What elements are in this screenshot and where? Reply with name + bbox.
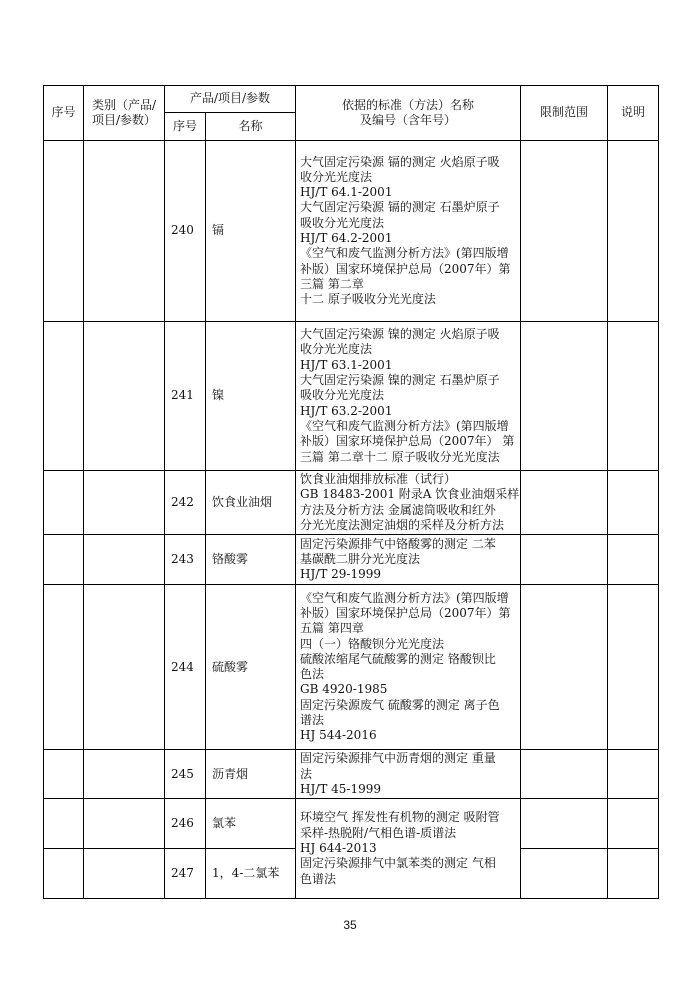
- note-cell: [608, 535, 659, 585]
- note-cell: [608, 849, 659, 899]
- standard-line: 补版）国家环境保护总局（2007年）第: [300, 606, 511, 620]
- note-cell: [608, 799, 659, 849]
- seq-cell: [44, 322, 84, 471]
- note-cell: [608, 322, 659, 471]
- standard-line: HJ/T 63.1-2001: [300, 357, 393, 372]
- header-row-1: [44, 86, 659, 113]
- standard-line: 方法及分析方法 金属滤筒吸收和红外: [300, 502, 496, 517]
- standard-line: HJ/T 29-1999: [300, 567, 381, 582]
- header-category-line: 项目/参数）: [91, 113, 157, 127]
- table-row: [44, 585, 659, 750]
- standard-line: 十二 原子吸收分光光度法: [300, 292, 436, 307]
- category-cell: [84, 471, 165, 535]
- standard-line: 采样-热脱附/气相色谱-质谱法: [300, 825, 457, 840]
- item-number: 243: [165, 535, 206, 585]
- standard-line: 补版）国家环境保护总局（2007年）第: [300, 261, 511, 276]
- table-row: [44, 322, 659, 471]
- item-number: 241: [165, 322, 206, 471]
- item-name: 硫酸雾: [206, 585, 296, 750]
- table-row: [44, 750, 659, 799]
- standard-line: 补版）国家环境保护总局（2007年） 第: [300, 434, 515, 449]
- item-name: 镍: [206, 322, 296, 471]
- header-category-line: 类别（产品/: [91, 97, 157, 112]
- standard-line: 《空气和废气监测分析方法》(第四版增: [300, 590, 509, 605]
- standard-line: HJ/T 64.1-2001: [300, 185, 393, 200]
- standard-line: GB 18483-2001 附录A 饮食业油烟采样: [300, 487, 520, 502]
- limit-cell: [521, 141, 608, 322]
- category-cell: [84, 322, 165, 471]
- limit-cell: [521, 471, 608, 535]
- standard-cell: [296, 471, 521, 535]
- category-cell: [84, 849, 165, 899]
- standard-line: 大气固定污染源 镉的测定 石墨炉原子: [300, 200, 500, 215]
- seq-cell: [44, 141, 84, 322]
- standard-line: HJ/T 63.2-2001: [300, 403, 393, 418]
- standard-line: 《空气和废气监测分析方法》(第四版增: [300, 418, 509, 433]
- note-cell: [608, 585, 659, 750]
- header-standard-line: 依据的标准（方法）名称: [341, 97, 474, 112]
- standard-line: 五篇 第四章: [300, 621, 364, 636]
- standard-line: 《空气和废气监测分析方法》(第四版增: [300, 246, 509, 261]
- item-number: 240: [165, 141, 206, 322]
- standard-line: HJ/T 45-1999: [300, 781, 381, 796]
- standard-line: 大气固定污染源 镍的测定 石墨炉原子: [300, 373, 500, 388]
- limit-cell: [521, 799, 608, 849]
- standard-line: 法: [300, 766, 313, 781]
- item-number: 242: [165, 471, 206, 535]
- seq-cell: [44, 849, 84, 899]
- table-row: [44, 535, 659, 585]
- standard-line: 环境空气 挥发性有机物的测定 吸附管: [300, 810, 500, 825]
- header-category: [84, 86, 165, 141]
- limit-cell: [521, 322, 608, 471]
- standard-cell: [296, 141, 521, 322]
- item-number: 246: [165, 799, 206, 849]
- standard-cell: [296, 322, 521, 471]
- standard-line: 吸收分光光度法: [300, 215, 385, 230]
- limit-cell: [521, 750, 608, 799]
- seq-cell: [44, 535, 84, 585]
- standard-cell: [296, 799, 521, 899]
- standard-line: 分光光度法测定油烟的采样及分析方法: [300, 517, 505, 532]
- category-cell: [84, 141, 165, 322]
- item-name: 氯苯: [206, 799, 296, 849]
- standard-line: HJ 644-2013: [300, 841, 377, 856]
- limit-cell: [521, 849, 608, 899]
- standard-line: 基碳酰二肼分光光度法: [300, 552, 421, 567]
- standard-line: 固定污染源废气 硫酸雾的测定 离子色: [300, 697, 500, 712]
- standard-cell: [296, 535, 521, 585]
- standard-cell: [296, 750, 521, 799]
- header-standard-line: 及编号（含年号）: [359, 113, 456, 127]
- item-name: 铬酸雾: [206, 535, 296, 585]
- header-product-group: 产品/项目/参数: [165, 86, 296, 113]
- note-cell: [608, 471, 659, 535]
- note-cell: [608, 750, 659, 799]
- standard-line: 饮食业油烟排放标准（试行）: [300, 472, 457, 486]
- standard-line: 谱法: [300, 713, 325, 728]
- standard-line: 色法: [300, 667, 325, 682]
- standard-line: 大气固定污染源 镉的测定 火焰原子吸: [300, 154, 500, 169]
- item-number: 244: [165, 585, 206, 750]
- header-note: 说明: [608, 86, 659, 141]
- page-number: 35: [343, 918, 357, 932]
- category-cell: [84, 750, 165, 799]
- header-sub-name: 名称: [206, 113, 296, 141]
- limit-cell: [521, 585, 608, 750]
- standard-line: 硫酸浓缩尾气硫酸雾的测定 铬酸钡比: [300, 651, 496, 666]
- item-name: 饮食业油烟: [206, 471, 296, 535]
- seq-cell: [44, 799, 84, 849]
- standard-line: 收分光光度法: [300, 342, 373, 357]
- header-limit: 限制范围: [521, 86, 608, 141]
- standard-line: 收分光光度法: [300, 169, 373, 184]
- standard-line: 大气固定污染源 镍的测定 火焰原子吸: [300, 327, 500, 342]
- category-cell: [84, 535, 165, 585]
- table-row: [44, 141, 659, 322]
- seq-cell: [44, 750, 84, 799]
- standard-line: 吸收分光光度法: [300, 388, 385, 403]
- seq-cell: [44, 585, 84, 750]
- standard-line: 三篇 第二章十二 原子吸收分光光度法: [300, 449, 500, 464]
- standard-cell: [296, 585, 521, 750]
- header-standard: [296, 86, 521, 141]
- note-cell: [608, 141, 659, 322]
- standards-table: [43, 85, 659, 899]
- standard-line: 固定污染源排气中沥青烟的测定 重量: [300, 751, 496, 766]
- item-number: 245: [165, 750, 206, 799]
- item-name: 镉: [206, 141, 296, 322]
- limit-cell: [521, 535, 608, 585]
- standard-line: 四（一）铬酸钡分光光度法: [300, 636, 445, 651]
- table-row: [44, 471, 659, 535]
- standard-line: HJ 544-2016: [300, 728, 377, 743]
- item-name: 沥青烟: [206, 750, 296, 799]
- table-row: [44, 799, 659, 849]
- item-number: 247: [165, 849, 206, 899]
- standard-line: HJ/T 64.2-2001: [300, 231, 393, 245]
- seq-cell: [44, 471, 84, 535]
- item-name: 1，4-二氯苯: [206, 849, 296, 899]
- standard-line: GB 4920-1985: [300, 682, 388, 697]
- header-seq: 序号: [44, 86, 84, 141]
- standard-line: 三篇 第二章: [300, 276, 364, 291]
- header-sub-seq: 序号: [165, 113, 206, 141]
- category-cell: [84, 585, 165, 750]
- standard-line: 固定污染源排气中铬酸雾的测定 二苯: [300, 536, 496, 551]
- category-cell: [84, 799, 165, 849]
- standard-line: 固定污染源排气中氯苯类的测定 气相: [300, 856, 496, 871]
- standard-line: 色谱法: [300, 871, 337, 886]
